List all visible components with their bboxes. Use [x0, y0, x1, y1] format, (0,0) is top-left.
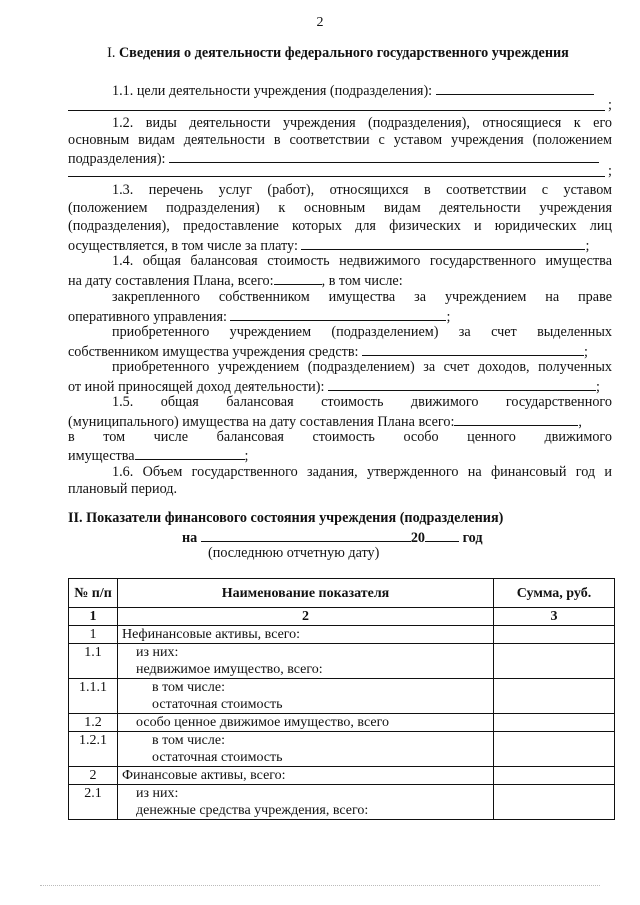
section-2-date-blank: [201, 528, 411, 542]
section-2-year-label: год: [462, 530, 483, 546]
item-1-4-line-d-text: оперативного управления:: [68, 309, 227, 325]
header-num: № п/п: [69, 579, 118, 608]
row-label-line: в том числе:: [152, 680, 225, 695]
item-1-3-line-a: 1.3. перечень услуг (работ), относящихся в соответствии с уставом: [112, 182, 612, 198]
item-1-5-line-d-text: имущества: [68, 448, 135, 464]
row-sum-cell[interactable]: [494, 714, 615, 732]
row-label: [118, 644, 494, 679]
item-1-4-line-c: закрепленного собственником имущества за учреждением на праве: [112, 289, 612, 305]
row-label: [118, 679, 494, 714]
section-2-date-note: (последнюю отчетную дату): [208, 545, 380, 561]
item-1-5-line-a: 1.5. общая балансовая стоимость движимого государственного: [112, 394, 612, 410]
row-sum-cell[interactable]: [494, 767, 615, 785]
header-sum: Сумма, руб.: [494, 579, 615, 608]
financial-indicators-table: [68, 578, 615, 820]
item-1-2-line-c-text: подразделения):: [68, 151, 166, 167]
table-header-row: [69, 579, 615, 608]
item-1-3-line-b: (положением подразделения) к основным видам деятельности учреждения: [68, 200, 612, 216]
item-1-4-line-b-text: на дату составления Плана, всего:: [68, 273, 274, 289]
table-row: [69, 714, 615, 732]
item-1-4-h-semicolon: ;: [595, 379, 600, 395]
item-1-2-line-c: [68, 149, 599, 168]
item-1-4-f-semicolon: ;: [584, 344, 588, 360]
row-num: 1.1.1: [69, 679, 118, 714]
row-sum-cell[interactable]: [494, 644, 615, 679]
section-2-title: II. Показатели финансового состояния учреждения (подразделения): [68, 510, 504, 526]
item-1-4-operational-blank: [230, 307, 446, 321]
row-label-line: недвижимое имущество, всего:: [136, 662, 323, 677]
item-1-4-line-e: приобретенного учреждением (подразделением) за счет выделенных: [112, 324, 612, 340]
item-1-4-d-semicolon: ;: [446, 309, 451, 325]
row-num: 2: [69, 767, 118, 785]
item-1-1-semicolon: ;: [608, 97, 612, 113]
item-1-4-line-f-text: собственником имущества учреждения средств:: [68, 344, 359, 360]
item-1-4-line-g: приобретенного учреждением (подразделением) за счет доходов, полученных: [112, 359, 612, 375]
page-number: 2: [316, 15, 324, 30]
item-1-2-line-b: основным видам деятельности в соответствии с уставом учреждения (положением: [68, 132, 612, 148]
item-1-5-total-blank: [454, 412, 578, 426]
table-row: [69, 626, 615, 644]
row-sum-cell[interactable]: [494, 679, 615, 714]
table-row: [69, 732, 615, 767]
row-num: 1.2: [69, 714, 118, 732]
item-1-5-semicolon: ;: [244, 448, 249, 464]
table-column-numbers-row: [69, 608, 615, 626]
header-indicator: Наименование показателя: [118, 579, 494, 608]
row-sum-cell[interactable]: [494, 732, 615, 767]
row-label: особо ценное движимое имущество, всего: [118, 714, 494, 732]
row-label: [118, 732, 494, 767]
col-number: 1: [69, 608, 118, 626]
col-number: 2: [118, 608, 494, 626]
row-label: Финансовые активы, всего:: [118, 767, 494, 785]
item-1-6-line-a: 1.6. Объем государственного задания, утвержденного на финансовый год и: [112, 464, 612, 480]
item-1-3-line-c: (подразделения), предоставление которых для физических и юридических лиц: [68, 218, 612, 234]
item-1-4-line-b-tail: , в том числе:: [321, 273, 403, 289]
row-label-line: денежные средства учреждения, всего:: [136, 803, 369, 818]
row-num: 2.1: [69, 785, 118, 820]
item-1-5-valuable-blank: [135, 446, 245, 460]
item-1-3-blank: [301, 236, 585, 250]
item-1-3-line-d-text: осуществляется, в том числе за плату:: [68, 238, 298, 254]
item-1-1-blank-line: [68, 110, 605, 111]
item-1-4-line-a: 1.4. общая балансовая стоимость недвижимого государственного имущества: [112, 253, 612, 269]
item-1-5-line-d: [68, 446, 249, 465]
section-1-number: I.: [107, 45, 116, 61]
row-label: [118, 785, 494, 820]
row-label: Нефинансовые активы, всего:: [118, 626, 494, 644]
section-2-year-blank: [425, 528, 459, 542]
section-2-year-prefix: 20: [410, 530, 426, 546]
row-num: 1.2.1: [69, 732, 118, 767]
table-row: [69, 679, 615, 714]
row-label-line: остаточная стоимость: [152, 697, 283, 712]
item-1-4-line-b: [68, 271, 403, 290]
item-1-5-line-c: в том числе балансовая стоимость особо ценного движимого: [68, 429, 612, 445]
table-row: [69, 644, 615, 679]
item-1-4-income-blank: [328, 377, 596, 391]
row-label-line: из них:: [136, 786, 179, 801]
section-2-on-label: на: [182, 530, 198, 546]
item-1-4-funds-blank: [362, 342, 584, 356]
item-1-4-total-blank: [274, 271, 322, 285]
section-1-heading: Сведения о деятельности федерального государственного учреждения: [118, 45, 569, 61]
row-num: 1: [69, 626, 118, 644]
item-1-4-line-h-text: от иной приносящей доход деятельности):: [68, 379, 325, 395]
table-row: [69, 767, 615, 785]
row-num: 1.1: [69, 644, 118, 679]
item-1-2-semicolon: ;: [608, 163, 612, 179]
item-1-1-blank: [436, 81, 594, 95]
item-1-6-line-b: плановый период.: [68, 481, 178, 497]
item-1-5-line-b-text: (муниципального) имущества на дату составления Плана всего:: [68, 414, 455, 430]
row-label-line: остаточная стоимость: [152, 750, 283, 765]
item-1-3-semicolon: ;: [585, 238, 590, 254]
row-sum-cell[interactable]: [494, 785, 615, 820]
row-label-line: из них:: [136, 645, 179, 660]
item-1-1-text: 1.1. цели деятельности учреждения (подразделения):: [112, 83, 433, 99]
item-1-2-blank: [169, 149, 599, 163]
item-1-1: [112, 81, 594, 100]
item-1-5-comma: ,: [578, 414, 582, 430]
row-sum-cell[interactable]: [494, 626, 615, 644]
table-row: [69, 785, 615, 820]
row-label-line: в том числе:: [152, 733, 225, 748]
scan-edge-dots: [40, 885, 600, 886]
col-number: 3: [494, 608, 615, 626]
section-1-title: [68, 45, 608, 62]
item-1-2-line-a: 1.2. виды деятельности учреждения (подразделения), относящиеся к его: [112, 115, 612, 131]
item-1-2-blank-line: [68, 176, 605, 177]
